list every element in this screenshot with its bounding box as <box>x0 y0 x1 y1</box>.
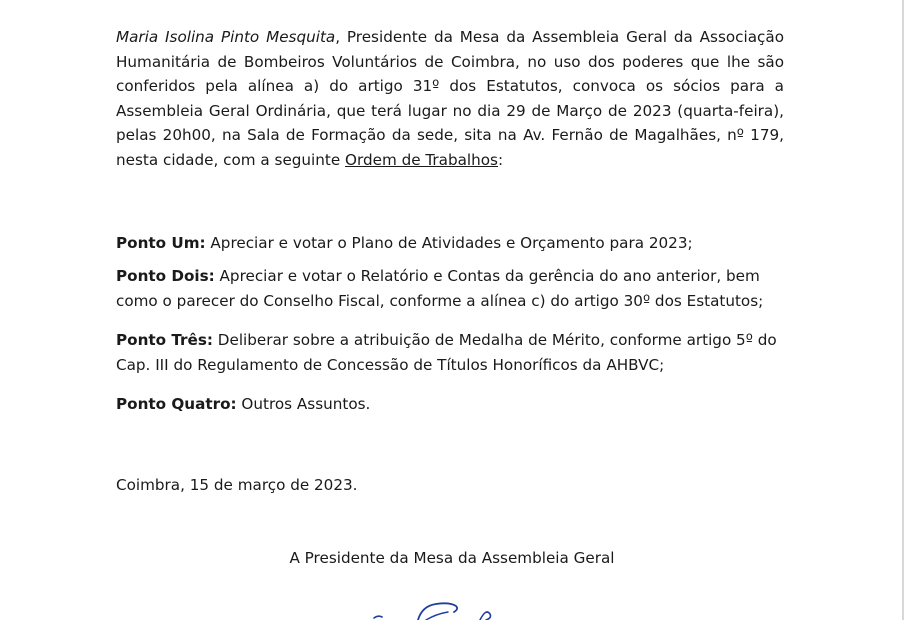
agenda-point-label: Ponto Quatro: <box>116 395 237 413</box>
convocation-paragraph <box>116 25 784 173</box>
agenda-point-label: Ponto Três: <box>116 331 213 349</box>
agenda-point-label: Ponto Um: <box>116 234 206 252</box>
agenda-heading: Ordem de Trabalhos <box>345 150 498 169</box>
signer-title: A Presidente da Mesa da Assembleia Geral <box>289 549 615 567</box>
place-and-date: Coimbra, 15 de março de 2023. <box>116 476 358 494</box>
handwritten-signature <box>360 596 540 620</box>
agenda-point-text: Outros Assuntos. <box>236 395 371 413</box>
agenda-point-3 <box>116 328 784 377</box>
agenda-point-2 <box>116 264 784 313</box>
president-name: Maria Isolina Pinto Mesquita <box>116 28 336 46</box>
agenda-point-text: Deliberar sobre a atribuição de Medalha de Mérito, conforme artigo 5º do Cap. III do Regulamento de Concessão de Títulos Honoríficos da AHBVC; <box>116 331 777 374</box>
agenda-point-1 <box>116 231 784 256</box>
agenda-point-label: Ponto Dois: <box>116 267 215 285</box>
convocation-text: , Presidente da Mesa da Assembleia Geral da Associação Humanitária de Bombeiros Voluntários de Coimbra, no uso dos poderes que lhe são conferidos pela alínea a) do artigo 31º dos Estatutos, convoca os sócios para a Assembleia Geral Ordinária, que terá lugar no dia 29 de Março de 2023 (quarta-feira), pelas 20h00, na Sala de Formação da sede, sita na Av. Fernão de Magalhães, nº 179, nesta cidade, com a seguinte <box>116 28 785 169</box>
agenda-point-4 <box>116 392 784 417</box>
agenda-point-text: Apreciar e votar o Relatório e Contas da gerência do ano anterior, bem como o parecer do Conselho Fiscal, conforme a alínea c) do artigo 30º dos Estatutos; <box>116 267 764 310</box>
signature-scribble-icon <box>360 596 540 620</box>
agenda-point-text: Apreciar e votar o Plano de Atividades e Orçamento para 2023; <box>205 234 693 252</box>
convocation-text-end: : <box>497 150 504 169</box>
